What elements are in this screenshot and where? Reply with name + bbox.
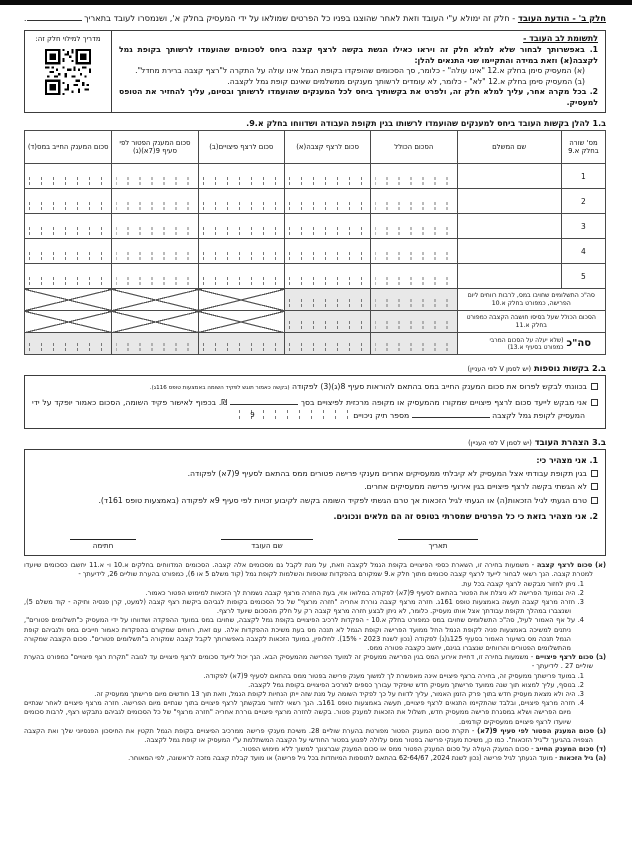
employee-notice-box [24,30,606,113]
amount-field-cell[interactable] [198,189,284,214]
page-title [24,12,606,25]
amount-field-cell[interactable] [284,214,370,239]
severance-request-text-c: מספר תיק ניכויים [350,411,412,421]
declaration-checkbox-2[interactable] [591,483,598,490]
qr-guide-label: מדריך למילוי חלק זה: [35,35,101,43]
row-number: 2 [561,189,605,214]
amount-field-cell[interactable] [371,164,457,189]
notice-item-1b: (ב) המעסיק סימן בחלק א.12 "לא" - כלומר, לא עומדים לרשותך מענקים ממשלמים שאינם קופת גמל לקצבה. [227,76,585,86]
declaration-text-2: לא הגשתי בקשה לרצף פיצויים בגין אירועי פרישה ממעסיקים אחרים. [364,482,587,492]
amount-field-cell[interactable] [371,239,457,264]
section3-heading-note: (יש לסמן V לפי העניין) [468,438,532,447]
amount-field-cell[interactable] [371,289,457,311]
amount-field-cell[interactable] [25,264,112,289]
footnote-d-text: - סכום המענק העולה על סכום המענק הפטור ממס או סכום המענק שברצונך למשוך ללא מימוש הפטור. [239,745,536,754]
amount-field-cell[interactable] [25,333,112,355]
col-header-severance-sequence: סכום לרצף פיצויים(ב) [198,131,284,164]
section2-heading-text: ב.2 בקשות נוספות [534,363,606,374]
table-row [25,214,606,239]
amount-field-cell[interactable] [198,264,284,289]
footnote-c [24,727,606,745]
section2-heading-note: (יש לסמן V לפי העניין) [467,365,532,374]
col-header-total-amount: הסכום הכולל [371,131,457,164]
amount-field-cell[interactable] [198,239,284,264]
amount-field-cell[interactable] [284,189,370,214]
amount-field-cell[interactable] [371,264,457,289]
amount-field-cell[interactable] [25,214,112,239]
fill-guide-cell [25,31,112,112]
grants-table [24,130,606,355]
payer-name-field[interactable] [457,239,561,264]
footnote-d-label: (ד) סכום המענק החייב [535,745,606,754]
declaration-text-1: בגין תקופת עבודתי אצל המעסיק לא קיבלתי ממעסיקים אחרים מענקי פרישה פטורים ממס בהתאם לסעיף 9(7א) לפקודה. [187,468,587,478]
summary-label: סה"כ התשלומים שחויבו במס, לרבות רווחים ליום הפרישה, כמפורט בחלק א.10 [457,289,605,311]
notice-title: לתשומת לב העובד - [523,34,598,43]
pension-fund-name-field[interactable] [412,410,490,418]
amount-field-cell[interactable] [284,333,370,355]
col-header-exempt-grant: סכום המענק הפטור לפי סעיף 9(7א)(ג) [112,131,198,164]
declaration-item-1 [32,467,598,481]
table-row [25,164,606,189]
payer-name-field[interactable] [457,214,561,239]
crossed-out-cell [25,289,112,311]
row-number: 5 [561,264,605,289]
col-header-taxable-grant: סכום המענק החייב במס(ד) [25,131,112,164]
crossed-out-cell [25,311,112,333]
page-title-rest: - חלק זה ימולא ע"י העובד וזאת לאחר שהוצגו בפניו כל הפרטים שמולאו על ידי המעסיק בחלק א', ושנמסרו לעובד בתאריך [81,13,518,23]
notice-text [112,31,605,112]
deduction-file-number-field[interactable]: 9 [239,410,351,419]
total-label [457,333,605,355]
footnote-e-text: - מועד הגעתך לגיל פרישה (נכון לשנת 2024, 62-64/67 בהתאם לתוספות המיוחדות בכל גיל פרישה) או מועד קבלת קצבה מזכה לראשונה, לפי המאוחר. [128,754,560,763]
spread-request-checkbox[interactable] [591,383,598,390]
signature-label: חתימה [92,541,114,551]
crossed-out-cell [198,289,284,311]
amount-field-cell[interactable] [112,333,198,355]
row-number: 1 [561,164,605,189]
section3-heading-text: ב.3 הצהרת העובד [534,436,606,447]
qr-code-icon [45,49,91,95]
severance-request-text-b: ₪. בכפוף לאישור פקיד השומה, הסכום כאמור יופקד על ידי המעסיק לקופת גמל לקצבה [32,397,585,421]
crossed-out-cell [198,311,284,333]
col-header-pension-sequence: סכום לרצף קצבה(א) [284,131,370,164]
summary-row-pension-base [25,311,606,333]
row-number: 3 [561,214,605,239]
total-label-bold: סה"כ [566,337,592,349]
col-header-row-number: מס' שורה בחלק א.9 [561,131,605,164]
col-header-payer-name: שם המשלם [457,131,561,164]
summary-row-total [25,333,606,355]
table-header-row [25,131,606,164]
footnote-b-text: - משמעות בחירה זו, דחיית אירוע המס בגין הפרישה ממעסיק זה למועד הפרישה מהמעסיק הבא. הנך יכול לייעד סכומים לרצף פיצויים עד לגובה "תקרת רצף פיצויים" כמפורט בהערת שוליים 27 . לידיעתך - [24,653,593,671]
spread-request-text: בכוונתי לבקש לפרוס את סכום המענק החייב במס בהתאם להוראות סעיף 8(ג)(3) לפקודה [289,382,587,392]
summary-row-taxed-payments [25,289,606,311]
payer-name-field[interactable] [457,189,561,214]
page-title-bold: חלק ב' - הודעת העובד [517,13,606,23]
amount-field-cell[interactable] [25,239,112,264]
signature-name-block [221,539,313,550]
declaration-item-2 [32,480,598,494]
signature-date-block [398,539,478,550]
crossed-out-cell [112,289,198,311]
footnote-b-item-2: 2. בנוסף, עליך למצוא תוך שנה ממועד פרישתך מעסיק חדש שיפקיד עבורך כספים למרכיב הפיצויים בקופת גמל לקצבה. [248,680,584,689]
amount-field-cell[interactable] [112,164,198,189]
footnote-b [24,653,606,671]
amount-field-cell[interactable] [112,214,198,239]
footnote-a-item-1: 1. ניתן לחזור מבקשה לרצף קצבה בכל עת. [461,579,584,588]
page-title-period: . [23,13,27,23]
total-label-small: (שלא יעלה על הסכום המרבי כמפורט בסעיף א.13) [489,336,564,351]
table-row [25,189,606,214]
footnote-b-item-3: 3. היה ולא מצאת מעסיק חדש בתוך פרק הזמן האמור, עליך לדווח על כך לפקיד השומה על מנת שזה ייתן הנחיות לקופת הגמל, וזאת תוך 13 חודשים מיום פרישתך ממעסיק זה. [94,690,584,699]
amount-field-cell[interactable] [284,239,370,264]
table-row [25,264,606,289]
footnote-b-label: (ב) סכום לרצף פיצויים [535,653,606,662]
amount-field-cell[interactable] [284,264,370,289]
footnote-a-text: - משמעות בחירה זו, השארת כספי הפיצויים בקופת הגמל לקצבה וזאת, על מנת לקבל גם מסכומים אלה קצבה. הסכומים המדווחים בחלקים א.10 ו- א.11 יחשבו כסכומים שיועדו למטרת קצבה. הנך רשאי לבחור לייעד לרצף קצבה סכומים מתוך חלק א.9 שמקורם בהפקדות שוטפות והשלמות לקופת גמל (קוד משלם 5 או 6), כמפורט בהערת שוליים 26, לידיעתך - [24,561,593,579]
amount-field-cell[interactable] [371,311,457,333]
footnote-a-item-3: 3. חזרה מרצף קצבה תעשה באמצעות טופס 161ג. חזרה מרצף קצבה גוררת אחריה "חזרה מרצף" של כל הסכומים בקופות לגביהם ביקשת רצף קצבה (למעט, קרן פנסיה ותיקה - קוד משלם 5), ושנצברו במהלך תקופת עבודתך אצל אותו מעסיק. כלומר, לא ניתן לבצע חזרה מרצף קצבה רק על חלק מהסכום שיועד לרצף. [24,598,584,616]
amount-field-cell[interactable] [112,239,198,264]
severance-amount-field[interactable] [230,397,298,405]
handover-date-field[interactable] [27,13,82,21]
declaration-item-3 [32,494,598,508]
employee-name-label: שם העובד [251,541,283,551]
amount-field-cell[interactable] [112,264,198,289]
severance-request-text-a: אני מבקש לייעד סכום לרצף פיצויים שמקורו מהמעסיק או מקופה מרכזית לפיצויים בסך [298,397,587,407]
amount-field-cell[interactable] [198,164,284,189]
amount-field-cell[interactable] [284,311,370,333]
section3-heading [24,437,606,447]
footnote-c-text: - תקרת סכום המענק הפטור מפורטת בהערת שוליים 28. משיכת מענקי פרישה ממרכיב הפיצויים בקופת הגמל תקטין את החיסכון הפנסיוני שלך ואת הקצבה הצפויה בהגיעך ל"גיל הזכאות". כמו כן, משיכת מענקי פרישה בפטור ממס עלולה לפגוע בפטור החודשי על הקצבה המשתלמת ע"י המעסיק או קופת גמל לקצבה. [24,726,593,745]
amount-field-cell[interactable] [371,333,457,355]
notice-item-1a: (א) המעסיק סימן בחלק א.12 "אינו עולה" - כלומר, סך הסכומים שהופקדו בקופת הגמל אינו עולה על התקרה ל"רצף קצבה ברירת מחדל". [135,66,585,76]
footnote-b-item-4: 4. חזרה מרצף פיצויים, ובלבד שהתקיימו התנאים לרצף פיצויים, תעשה באמצעות טופס 161ב. הנך רשאי לחזור מבקשתך לרצף פיצויים בתוך שנתיים מיום הפרישה. חזרה מרצף פיצויים לאחר שנתיים מיום הפרישה ושלא במסגרת פרישה ממעסיק חדש, תשלול את הזכאות למענק פטור. בקשה לחזרה מרצף פיצויים גוררת אחריה "חזרה מרצף" של כל הסכומים לגביהם נתבקש רצף, לרבות סכומים שיועדו לרצף פיצויים ממעסיקים קודמים. [24,699,585,726]
severance-sequence-request-line [32,396,598,423]
declaration-checkbox-3[interactable] [591,497,598,504]
footnote-a-item-4: 4. על אף האמור לעיל, סה"כ התשלומים שחויבו במס כמפורט בחלק א.10 - הפקדות לרכיב הפיצויים בקופת גמל לקצבה, שחויבו במס במועד ההפקדה ושדווחו על ידי המעסיק כ"תשלומים פטורים", ניתנים למשיכה באמצעות פניה לקופת הגמל החל ממועד הפרישה וקופת הגמל לא תנכה מס בעת משיכת ההפקדות אלה. עם זאת, רווחים שמקורם בהפקדות כאמור חייבים במס ולגביהם קופת הגמל תנכה מס בשיעור האמור בסעיף 125ג(ג) לפקודה (נכון לשנת 2023 - 15%). לחלופין, במועד הזכאות לקצבה באפשרותך לקבל קצבה שמקורה ב"תשלומים פטורים". סכום הקצבה שמקורה מהתשלומים הפטורים והרווחים שנצברו בגינם, יחשב כקצבה פטורה ממס. [24,616,584,653]
grants-table-title: ב.1 להלן בקשות העובד ביחס למענקים שהועמדו לרשותו בגין תקופת העבודה ושדווחו בחלק א.9. [246,119,606,129]
declaration-sub1: 1. אני מצהיר כי: [536,455,598,465]
employee-declaration-box [24,449,606,557]
amount-field-cell[interactable] [198,333,284,355]
amount-field-cell[interactable] [25,164,112,189]
spread-request-smallnote: (בקשה כאמור תוגש לפקיד השומה באמצעות טופס 116ג). [149,385,290,392]
table-row [25,239,606,264]
amount-field-cell[interactable] [284,164,370,189]
signature-sign-block [70,539,136,550]
spread-request-line [32,380,598,396]
signature-row [32,539,598,550]
declaration-sub2: 2. אני מצהיר בזאת כי כל הפרטים שמסרתי בטופס זה הם מלאים ונכונים. [333,512,598,522]
footnote-e-label: (ה) גיל הזכאות [559,754,606,763]
row-number: 4 [561,239,605,264]
amount-field-cell[interactable] [112,189,198,214]
footnote-a-label: (א) סכום לרצף קצבה [536,561,606,570]
amount-field-cell[interactable] [371,189,457,214]
footnote-c-label: (ג) סכום המענק הפטור לפי סעיף 9(7א) [477,726,606,735]
payer-name-field[interactable] [457,164,561,189]
footnote-e [24,754,606,763]
additional-requests-box [24,375,606,429]
declaration-text-3: טרם הגעתי לגיל הזכאות(ה) או הגעתי לגיל הזכאות אך טרם הגשתי לפקיד השומה בקשה לקיבוע זכויות לפי סעיף 9א לפקודה (באמצעות טופס 161ד). [98,495,587,505]
footnotes [24,561,606,763]
footnote-a-item-2: 2. היה ובמועד הפרישה לא ניצלת את הפטור בהתאם לסעיף 9(7א) לפקודה במלואו אזי, בעת החזרה מרצף קצבה נשמרת לך הזכאות למימוש הפטור כאמור. [145,588,584,597]
amount-field-cell[interactable] [25,189,112,214]
crossed-out-cell [112,311,198,333]
footnote-a [24,561,606,579]
severance-sequence-checkbox[interactable] [591,399,598,406]
notice-item-2: 2. בכל מקרה אחר, עליך למלא חלק זה, ולפרט את בקשותיך ביחס לכל המענקים שהועמדו לרשותך ובסיום, עליך להחזיר את הטופס למעסיק. [119,87,598,107]
footnote-d [24,745,606,754]
declaration-checkbox-1[interactable] [591,470,598,477]
summary-label: הסכום הכולל שעל בסיסו חושבה הקצבה כמפורט בחלק א.11 [457,311,605,333]
payer-name-field[interactable] [457,264,561,289]
amount-field-cell[interactable] [371,214,457,239]
notice-item-1: 1. באפשרותך לבחור שלא למלא חלק זה ויראו כאילו הגשת בקשה לרצף קצבה ביחס לסכומים שהועמדו לרשותך בקופת גמל לקצבה(א) וזאת במידה והתקיימו שני התנאים להלן: [119,45,598,65]
date-label: תאריך [428,541,448,551]
amount-field-cell[interactable] [198,214,284,239]
footnote-b-item-1: 1. במועד פרישתך ממעסיק זה, בחירה ברצף פיצויים אינה מאפשרת לך למשוך מענק פרישה בפטור ממס בהתאם לסעיף 9(7א) לפקודה. [203,671,584,680]
section2-heading [24,363,606,373]
amount-field-cell[interactable] [284,289,370,311]
